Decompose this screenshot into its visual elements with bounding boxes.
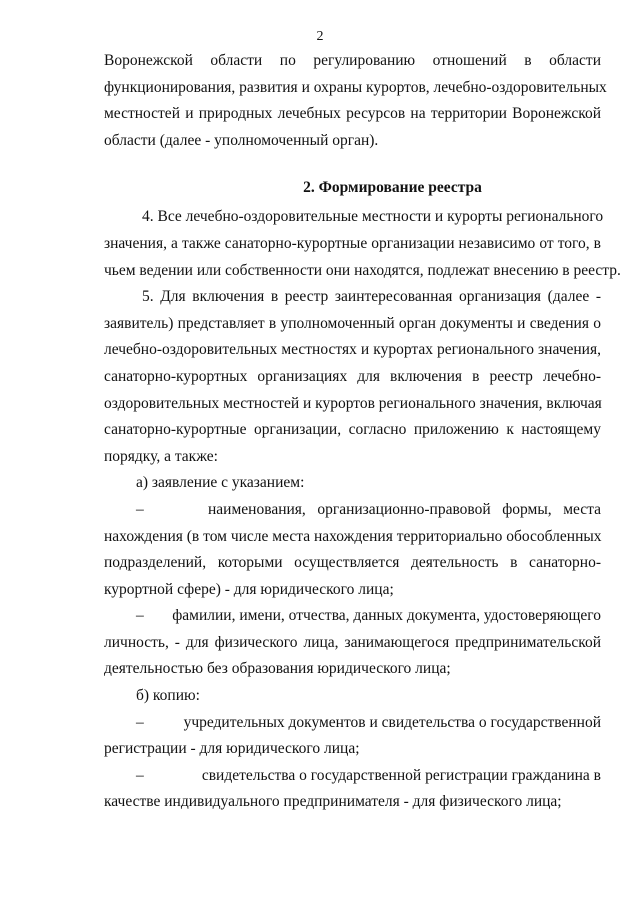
paragraph-continuation xyxy=(104,48,607,154)
text-line: значения, а также санаторно-курортные организации независимо от того, в xyxy=(104,234,601,252)
text-line: чьем ведении или собственности они находятся, подлежат внесению в реестр. xyxy=(104,261,621,279)
dash-item xyxy=(104,763,601,816)
text-line: оздоровительных местностей и курортов регионального значения, включая xyxy=(104,394,602,412)
text-line: деятельностью без образования юридического лица; xyxy=(104,660,451,678)
list-item-b: б) копию: xyxy=(136,687,200,705)
document-body xyxy=(104,48,621,816)
text-line: санаторно-курортные организации, согласно приложению к настоящему xyxy=(104,421,601,439)
text-line: личность, - для физического лица, занимающегося предпринимательской xyxy=(104,633,601,651)
text-line: санаторно-курортных организациях для включения в реестр лечебно- xyxy=(104,367,601,385)
text-line: учредительных документов и свидетельства о государственной xyxy=(183,713,601,731)
dash-bullet: – xyxy=(136,607,144,625)
section-heading: 2. Формирование реестра xyxy=(303,179,482,197)
text-line: регистрации - для юридического лица; xyxy=(104,740,360,758)
paragraph-4 xyxy=(104,204,621,284)
text-line: области (далее - уполномоченный орган). xyxy=(104,131,379,149)
text-line: свидетельства о государственной регистрации гражданина в xyxy=(201,766,601,784)
dash-bullet: – xyxy=(136,500,144,518)
dash-bullet: – xyxy=(136,713,144,731)
text-line: курортной сфере) - для юридического лица; xyxy=(104,580,394,598)
text-line: заявитель) представляет в уполномоченный орган документы и сведения о xyxy=(104,314,601,332)
list-item-a: а) заявление с указанием: xyxy=(136,474,305,492)
text-line: местностей и природных лечебных ресурсов на территории Воронежской xyxy=(104,105,601,123)
text-line: 5. Для включения в реестр заинтересованная организация (далее - xyxy=(142,288,601,306)
text-line: подразделений, которыми осуществляется деятельность в санаторно- xyxy=(104,554,601,572)
dash-item xyxy=(104,497,601,603)
text-line: фамилии, имени, отчества, данных документа, удостоверяющего xyxy=(172,607,601,625)
text-line: нахождения (в том числе места нахождения территориально обособленных xyxy=(104,527,602,545)
dash-bullet: – xyxy=(136,766,144,784)
text-line: качестве индивидуального предпринимателя - для физического лица; xyxy=(104,793,562,811)
text-line: лечебно-оздоровительных местностях и курортах регионального значения, xyxy=(104,341,601,359)
text-line: 4. Все лечебно-оздоровительные местности и курорты регионального xyxy=(142,208,604,226)
dash-item xyxy=(104,710,601,763)
text-line: функционирования, развития и охраны курортов, лечебно-оздоровительных xyxy=(104,78,607,96)
text-line: наименования, организационно-правовой формы, места xyxy=(208,500,601,518)
text-line: порядку, а также: xyxy=(104,447,218,465)
page-number: 2 xyxy=(316,29,324,44)
dash-item xyxy=(104,603,601,683)
paragraph-5 xyxy=(104,284,601,470)
text-line: Воронежской области по регулированию отношений в области xyxy=(104,52,601,69)
